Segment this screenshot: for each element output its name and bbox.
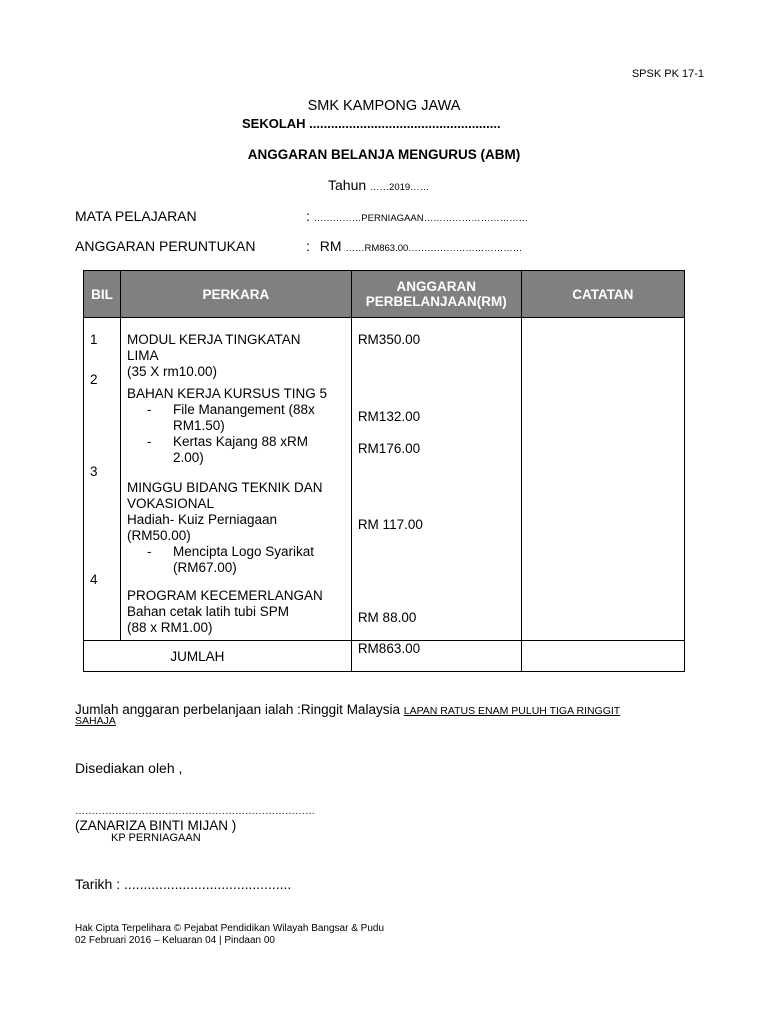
item-3-heading-line1: MINGGU BIDANG TEKNIK DAN (126, 480, 323, 495)
tahun-row (328, 177, 429, 193)
mata-pelajaran-colon: : (306, 208, 310, 224)
header-anggaran (351, 271, 521, 318)
tahun-value: ……2019…… (370, 182, 430, 193)
header-anggaran-line1: ANGGARAN (396, 279, 476, 294)
bil-3: 3 (90, 464, 98, 479)
bullet-dash: - (146, 402, 152, 417)
sekolah-line: SEKOLAH ..................................................... (242, 116, 501, 131)
item-2a-line1 (127, 402, 345, 418)
signature-line: ……………………………………………………………… (75, 806, 315, 817)
mata-pelajaran-field (306, 208, 528, 224)
school-name: SMK KAMPONG JAWA (307, 98, 461, 114)
table-header-row (84, 271, 685, 318)
footer-version: 02 Februari 2016 – Keluaran 04 | Pindaan 00 (75, 935, 275, 946)
anggaran-peruntukan-value: ……RM863.00……………………………… (345, 243, 523, 254)
total-catatan (521, 641, 684, 672)
bullet-dash: - (146, 544, 152, 559)
amount-1: RM350.00 (357, 332, 421, 347)
item-4a-line2: (88 x RM1.00) (126, 620, 213, 635)
mata-pelajaran-value: ……………PERNIAGAAN…………………………… (313, 213, 529, 224)
header-bil: BIL (84, 271, 121, 318)
anggaran-peruntukan-colon: : (306, 238, 310, 254)
item-2a-text: File Manangement (88x (172, 402, 315, 417)
item-4-heading: PROGRAM KECEMERLANGAN (126, 588, 323, 603)
header-perkara: PERKARA (120, 271, 351, 318)
bil-1: 1 (90, 332, 98, 347)
item-3a-line1: Hadiah- Kuiz Perniagaan (126, 512, 278, 527)
amount-3a: RM 117.00 (357, 517, 423, 532)
mata-pelajaran-label: MATA PELAJARAN (75, 208, 197, 224)
document-title: ANGGARAN BELANJA MENGURUS (ABM) (247, 147, 521, 162)
anggaran-peruntukan-field (306, 238, 522, 254)
item-3a-line2: (RM50.00) (126, 528, 191, 543)
header-catatan: CATATAN (521, 271, 684, 318)
preparer-title: KP PERNIAGAAN (111, 832, 201, 844)
item-4a-line1: Bahan cetak latih tubi SPM (126, 604, 290, 619)
item-3b-line1 (127, 544, 345, 560)
item-2b-line1 (127, 434, 345, 450)
total-label: JUMLAH (84, 641, 352, 672)
amount-4: RM 88.00 (357, 610, 417, 625)
item-1-line2: LIMA (126, 348, 159, 363)
amount-2b: RM176.00 (357, 441, 421, 456)
budget-table (83, 270, 685, 672)
header-anggaran-line2: PERBELANJAAN(RM) (365, 294, 507, 309)
item-2a-line2: RM1.50) (172, 418, 225, 433)
jumlah-in-words-cont: SAHAJA (75, 715, 116, 727)
item-1-line1: MODUL KERJA TINGKATAN (126, 332, 301, 347)
table-row (84, 318, 685, 641)
bil-cell (84, 318, 121, 641)
disediakan-label: Disediakan oleh , (75, 760, 183, 776)
item-1-line3: (35 X rm10.00) (126, 364, 217, 379)
item-3b-line2: (RM67.00) (172, 560, 237, 575)
amount-2a: RM132.00 (357, 409, 421, 424)
preparer-name: (ZANARIZA BINTI MIJAN ) (75, 818, 237, 833)
bil-4: 4 (90, 572, 98, 587)
item-2-heading: BAHAN KERJA KURSUS TING 5 (126, 386, 328, 401)
tarikh-field: Tarikh : ........................................... (75, 876, 292, 892)
anggaran-peruntukan-label: ANGGARAN PERUNTUKAN (75, 238, 256, 254)
jumlah-sentence: Jumlah anggaran perbelanjaan ialah :Ringgit Malaysia (75, 702, 400, 717)
jumlah-statement (75, 702, 620, 717)
tahun-label: Tahun (328, 177, 367, 193)
item-2b-text: Kertas Kajang 88 xRM (172, 434, 309, 449)
anggaran-peruntukan-prefix: RM (319, 238, 342, 254)
jumlah-in-words: LAPAN RATUS ENAM PULUH TIGA RINGGIT (403, 705, 621, 717)
perkara-cell (120, 318, 351, 641)
item-3b-text: Mencipta Logo Syarikat (172, 544, 315, 559)
item-2b-line2: 2.00) (172, 450, 204, 465)
footer-copyright: Hak Cipta Terpelihara © Pejabat Pendidikan Wilayah Bangsar & Pudu (75, 923, 385, 934)
document-reference: SPSK PK 17-1 (631, 68, 704, 80)
bil-2: 2 (90, 372, 98, 387)
total-row (84, 641, 685, 672)
bullet-dash: - (146, 434, 152, 449)
anggaran-cell (351, 318, 521, 641)
total-value: RM863.00 (351, 641, 521, 672)
item-3-heading-line2: VOKASIONAL (126, 496, 214, 511)
catatan-cell (521, 318, 684, 641)
